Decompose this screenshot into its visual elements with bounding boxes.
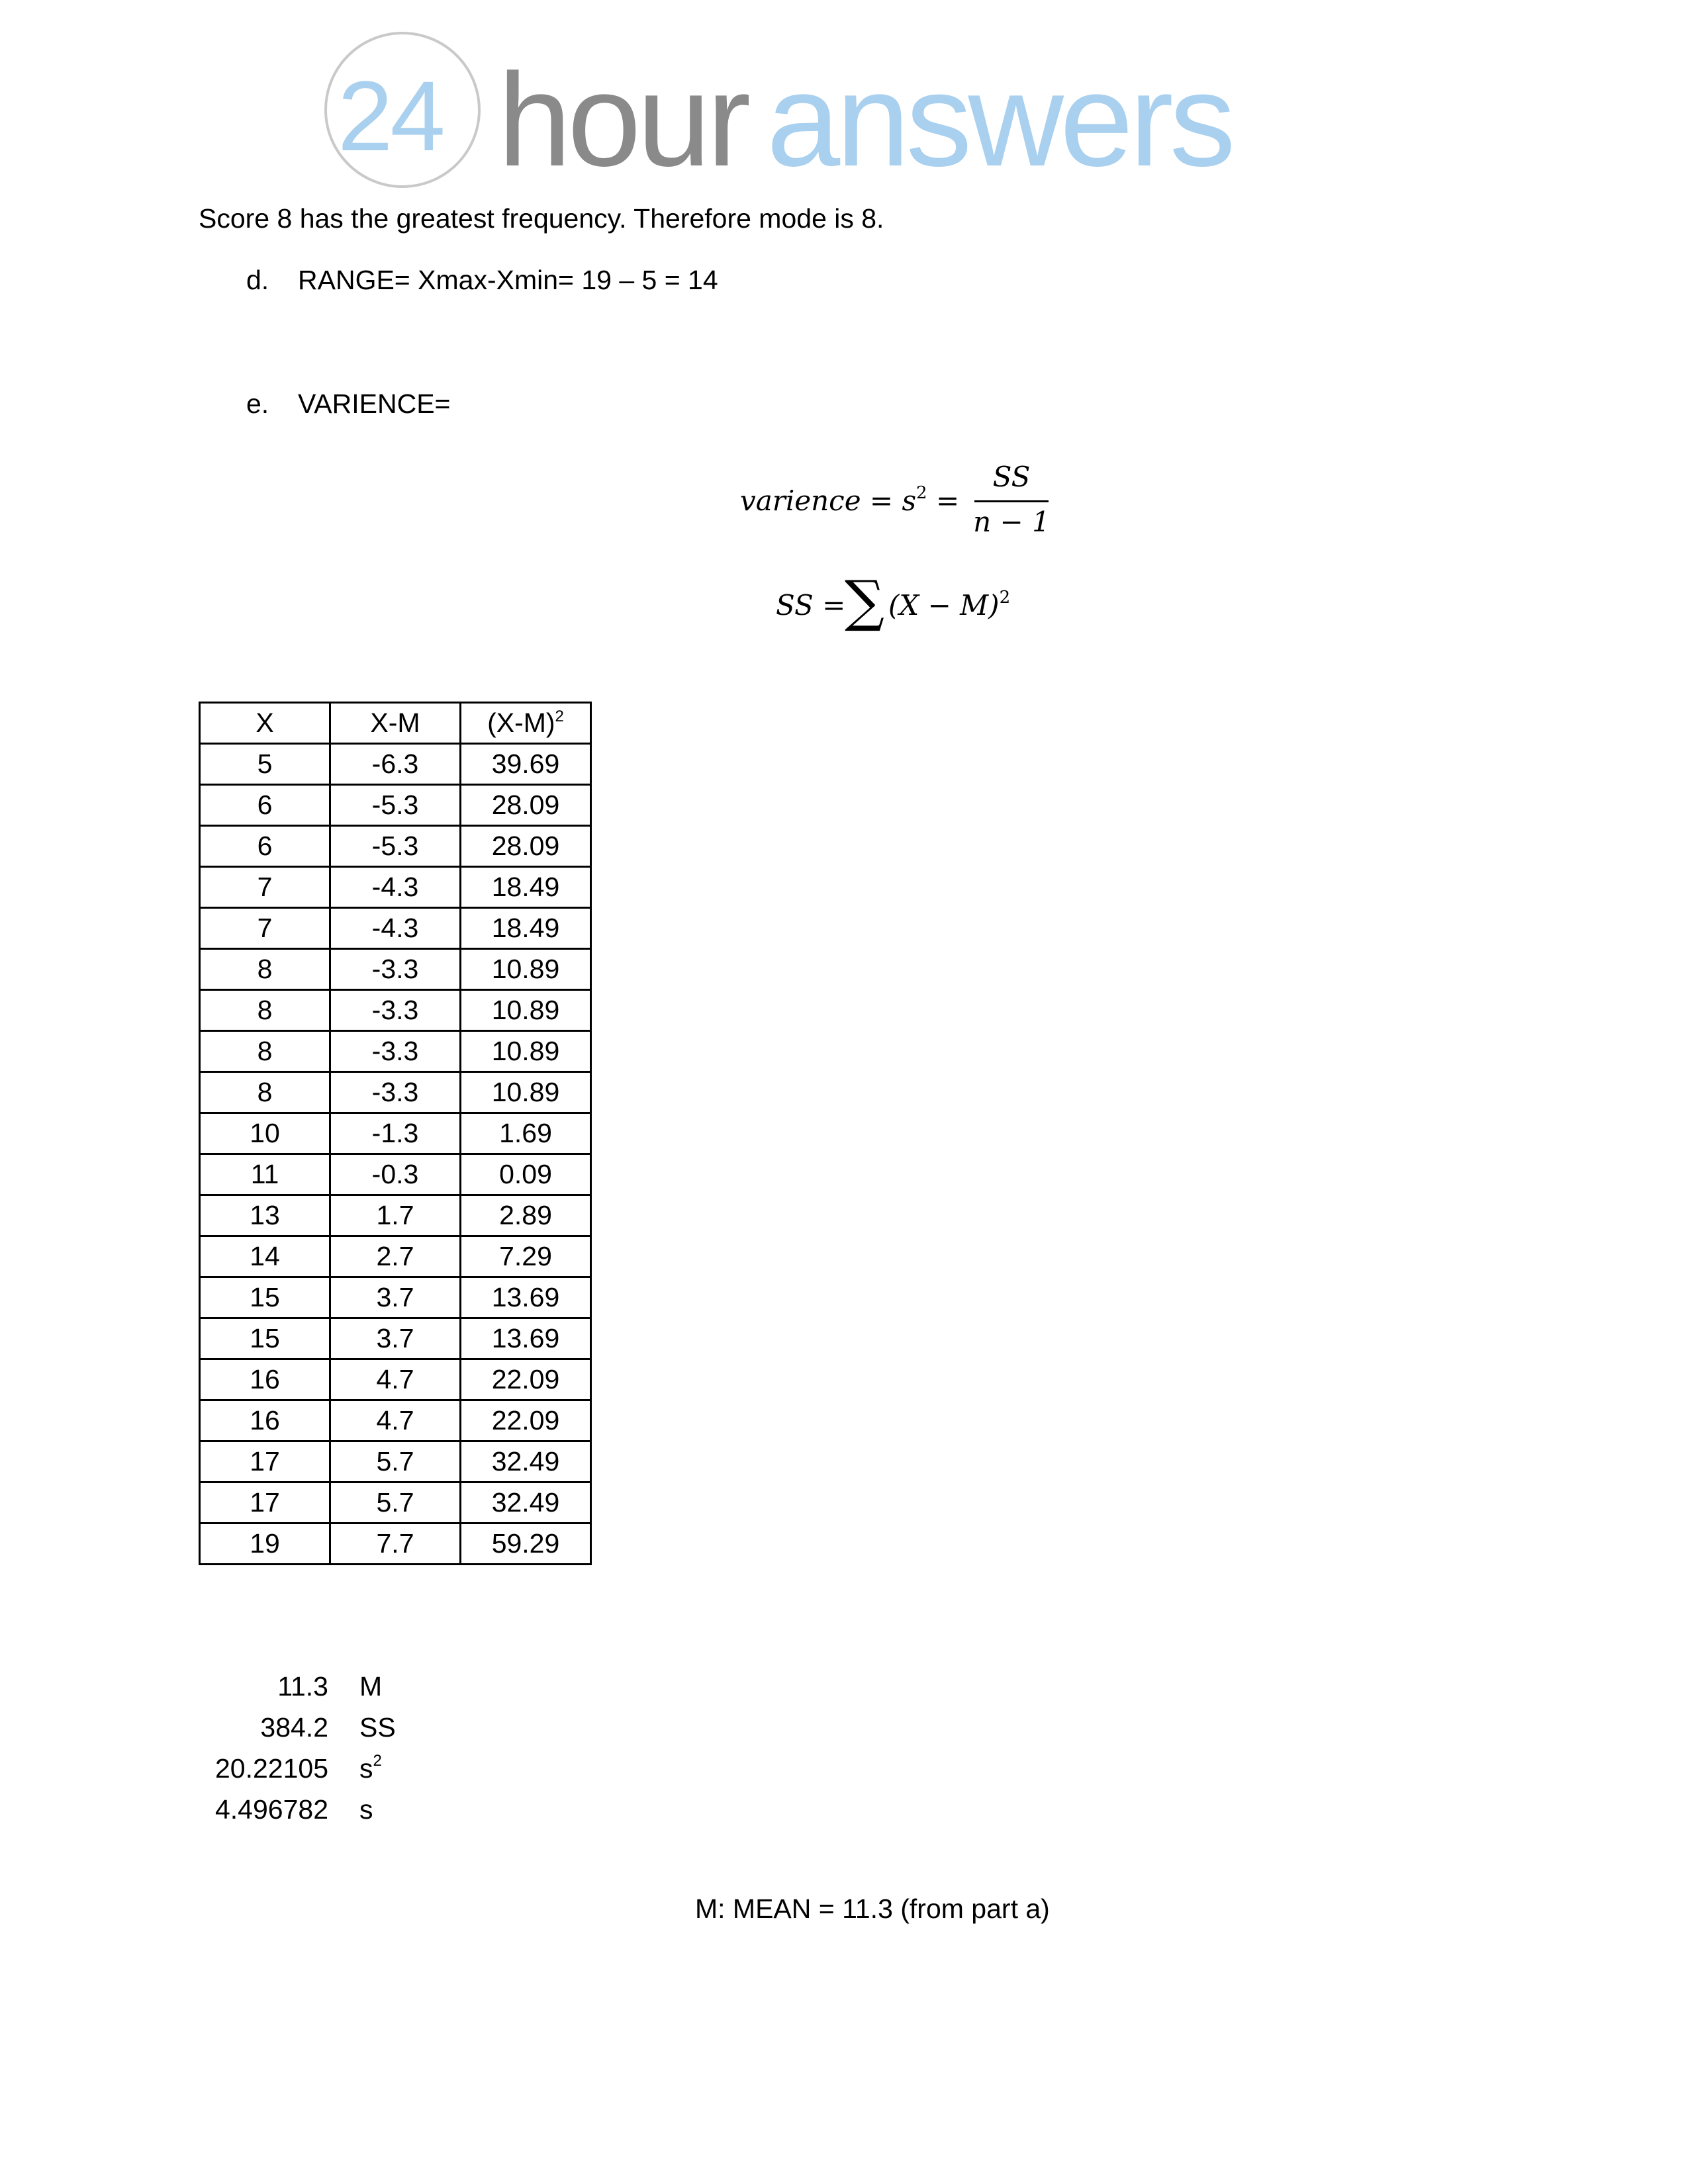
stat-label-variance-base: s [359, 1753, 373, 1784]
cell-squared-deviation: 18.49 [461, 867, 591, 908]
variance-heading: VARIENCE= [298, 388, 451, 419]
cell-squared-deviation: 59.29 [461, 1524, 591, 1565]
stat-value-mean: 11.3 [277, 1671, 328, 1702]
header-x: X [200, 703, 330, 744]
cell-x: 10 [200, 1113, 330, 1154]
cell-x-minus-m: 7.7 [330, 1524, 461, 1565]
fraction-bar [974, 500, 1049, 502]
fraction-numerator: SS [992, 461, 1031, 493]
cell-squared-deviation: 18.49 [461, 908, 591, 949]
cell-x-minus-m: 4.7 [330, 1400, 461, 1441]
logo-word-hour: hour [498, 46, 747, 194]
cell-x: 16 [200, 1359, 330, 1400]
cell-x-minus-m: -3.3 [330, 949, 461, 990]
cell-x-minus-m: -5.3 [330, 785, 461, 826]
cell-x: 8 [200, 1031, 330, 1072]
cell-squared-deviation: 13.69 [461, 1318, 591, 1359]
variance-word: varience [740, 484, 861, 517]
table-row [200, 1031, 591, 1072]
cell-squared-deviation: 22.09 [461, 1400, 591, 1441]
cell-x: 7 [200, 908, 330, 949]
cell-x-minus-m: 5.7 [330, 1441, 461, 1482]
cell-x: 15 [200, 1277, 330, 1318]
cell-squared-deviation: 32.49 [461, 1441, 591, 1482]
squared-exponent: 2 [999, 587, 1011, 608]
table-row [200, 1277, 591, 1318]
cell-squared-deviation: 10.89 [461, 1072, 591, 1113]
cell-squared-deviation: 10.89 [461, 1031, 591, 1072]
s-symbol: s [902, 484, 917, 517]
ss-formula-body [888, 587, 1011, 621]
cell-x: 16 [200, 1400, 330, 1441]
cell-x: 11 [200, 1154, 330, 1195]
cell-x-minus-m: -0.3 [330, 1154, 461, 1195]
table-row [200, 908, 591, 949]
cell-squared-deviation: 13.69 [461, 1277, 591, 1318]
cell-x: 13 [200, 1195, 330, 1236]
table-row [200, 1400, 591, 1441]
stat-label-variance-exponent: 2 [373, 1752, 382, 1770]
squared-exponent: 2 [916, 482, 927, 503]
cell-x: 8 [200, 990, 330, 1031]
cell-x-minus-m: 4.7 [330, 1359, 461, 1400]
stat-label-variance [359, 1752, 382, 1784]
cell-x: 8 [200, 949, 330, 990]
cell-x-minus-m: -1.3 [330, 1113, 461, 1154]
table-row [200, 990, 591, 1031]
stat-label-sd: s [359, 1794, 373, 1825]
cell-x: 15 [200, 1318, 330, 1359]
cell-x-minus-m: 3.7 [330, 1277, 461, 1318]
cell-x: 6 [200, 826, 330, 867]
logo-word-answers: answers [767, 46, 1232, 194]
item-e-marker: e. [246, 388, 269, 419]
table-row [200, 949, 591, 990]
cell-x-minus-m: -4.3 [330, 908, 461, 949]
stat-value-sd: 4.496782 [214, 1794, 328, 1825]
cell-squared-deviation: 7.29 [461, 1236, 591, 1277]
table-row [200, 1482, 591, 1524]
cell-x-minus-m: -3.3 [330, 1072, 461, 1113]
table-row [200, 1113, 591, 1154]
cell-x: 19 [200, 1524, 330, 1565]
cell-squared-deviation: 28.09 [461, 785, 591, 826]
stat-value-ss: 384.2 [260, 1712, 328, 1743]
deviation-term: (X − M) [888, 589, 1000, 621]
cell-x-minus-m: -5.3 [330, 826, 461, 867]
cell-squared-deviation: 0.09 [461, 1154, 591, 1195]
cell-x-minus-m: 2.7 [330, 1236, 461, 1277]
cell-x: 17 [200, 1441, 330, 1482]
cell-x-minus-m: -3.3 [330, 1031, 461, 1072]
header-squared-deviation-label: (X-M) [487, 707, 555, 738]
ss-formula-lhs [776, 589, 846, 621]
fraction-denominator: n − 1 [973, 506, 1050, 538]
cell-x-minus-m: -3.3 [330, 990, 461, 1031]
cell-squared-deviation: 39.69 [461, 744, 591, 785]
cell-squared-deviation: 28.09 [461, 826, 591, 867]
cell-x: 17 [200, 1482, 330, 1524]
cell-x: 6 [200, 785, 330, 826]
table-row [200, 1154, 591, 1195]
header-exponent: 2 [555, 707, 564, 725]
brand-logo [324, 32, 1291, 197]
table-row [200, 1441, 591, 1482]
ss-symbol: SS [776, 589, 814, 621]
stat-value-variance: 20.22105 [214, 1753, 328, 1784]
table-row [200, 867, 591, 908]
equals-sign: = [869, 484, 894, 517]
cell-squared-deviation: 2.89 [461, 1195, 591, 1236]
cell-x-minus-m: 5.7 [330, 1482, 461, 1524]
cell-squared-deviation: 32.49 [461, 1482, 591, 1524]
table-row [200, 1524, 591, 1565]
mean-note: M: MEAN = 11.3 (from part a) [695, 1893, 1050, 1924]
table-row [200, 1236, 591, 1277]
cell-squared-deviation: 10.89 [461, 990, 591, 1031]
cell-squared-deviation: 10.89 [461, 949, 591, 990]
cell-x: 8 [200, 1072, 330, 1113]
cell-x-minus-m: 3.7 [330, 1318, 461, 1359]
cell-x-minus-m: -4.3 [330, 867, 461, 908]
table-row [200, 1072, 591, 1113]
mode-statement: Score 8 has the greatest frequency. Therefore mode is 8. [199, 203, 884, 234]
table-row [200, 785, 591, 826]
table-row [200, 744, 591, 785]
cell-squared-deviation: 22.09 [461, 1359, 591, 1400]
cell-x-minus-m: -6.3 [330, 744, 461, 785]
equals-sign: = [822, 589, 846, 621]
cell-x: 14 [200, 1236, 330, 1277]
cell-x-minus-m: 1.7 [330, 1195, 461, 1236]
cell-x: 7 [200, 867, 330, 908]
stat-label-mean: M [359, 1671, 383, 1702]
table-row [200, 1318, 591, 1359]
cell-squared-deviation: 1.69 [461, 1113, 591, 1154]
table-row [200, 1195, 591, 1236]
deviation-table [199, 702, 592, 1565]
summation-sign: ∑ [845, 569, 884, 633]
variance-formula-lhs [740, 482, 960, 517]
cell-x: 5 [200, 744, 330, 785]
stat-label-ss: SS [359, 1712, 396, 1743]
table-row [200, 1359, 591, 1400]
table-header-row [200, 703, 591, 744]
logo-number: 24 [338, 60, 443, 171]
item-d-marker: d. [246, 265, 269, 295]
header-squared-deviation [461, 703, 591, 744]
header-x-minus-m: X-M [330, 703, 461, 744]
table-row [200, 826, 591, 867]
equals-sign: = [935, 484, 960, 517]
range-line: RANGE= Xmax-Xmin= 19 – 5 = 14 [298, 265, 718, 295]
